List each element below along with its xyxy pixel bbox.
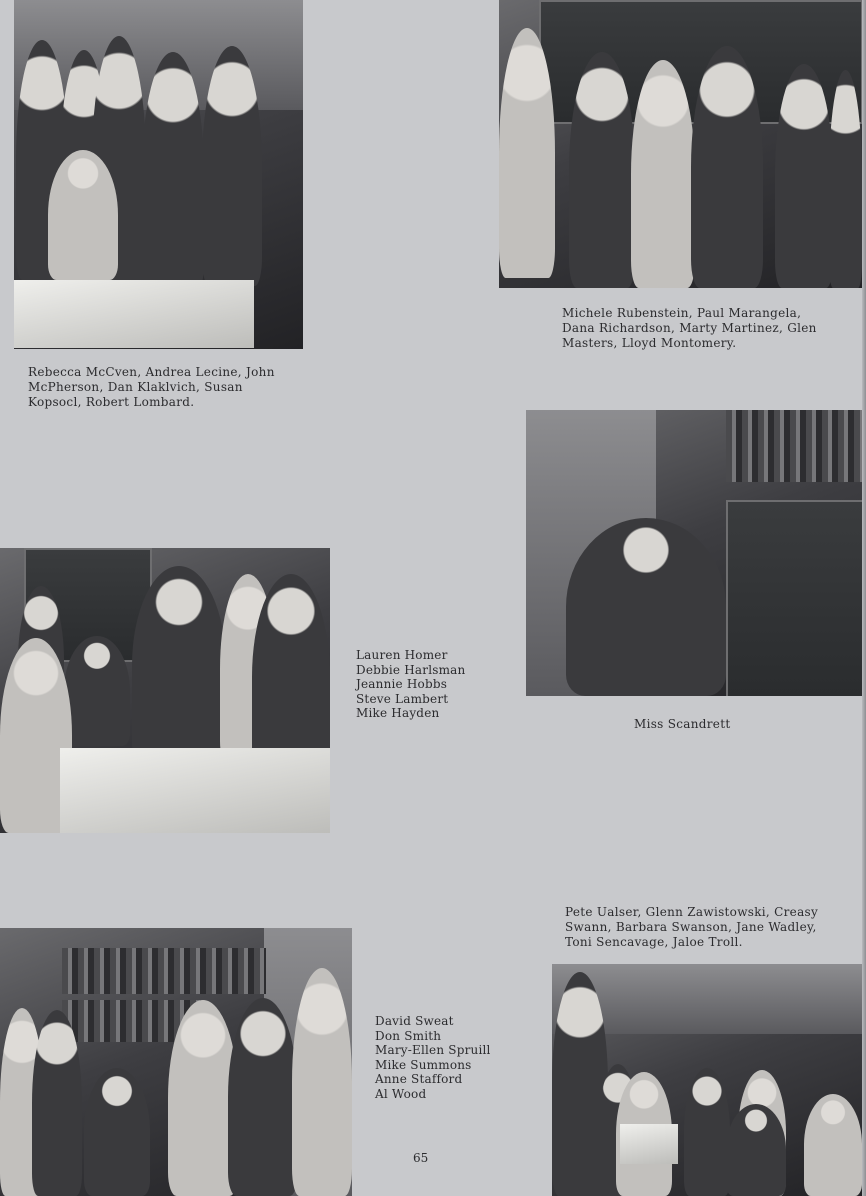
photo-book	[620, 1124, 678, 1164]
caption-teacher: Miss Scandrett	[634, 717, 731, 731]
photo-bookshelf	[62, 948, 266, 994]
photo-group-top-left	[14, 0, 303, 349]
list-item: Lauren Homer	[356, 648, 448, 662]
photo-person	[32, 1010, 82, 1196]
photo-person	[142, 52, 204, 292]
photo-person	[684, 1068, 730, 1196]
photo-group-bottom-right	[552, 964, 862, 1196]
photo-person	[726, 1104, 786, 1196]
photo-papers	[14, 280, 254, 348]
photo-person	[228, 998, 298, 1196]
photo-person	[775, 64, 833, 288]
photo-person	[829, 70, 862, 288]
list-item: Don Smith	[375, 1028, 442, 1043]
name-list-middle	[356, 648, 465, 721]
photo-papers	[60, 748, 330, 833]
list-item: Steve Lambert	[356, 691, 449, 706]
photo-person	[566, 518, 726, 696]
photo-person	[631, 60, 695, 288]
photo-person	[691, 46, 763, 288]
page-edge	[862, 0, 866, 1196]
caption-top-right: Michele Rubenstein, Paul Marangela, Dana Richardson, Marty Martinez, Glen Masters, Lloyd Montomery.	[562, 306, 817, 350]
photo-person	[48, 150, 118, 280]
photo-person	[499, 28, 555, 278]
list-item: Anne Stafford	[375, 1072, 463, 1086]
page-number: 65	[413, 1151, 429, 1165]
photo-window-blinds	[726, 410, 862, 482]
list-item: Al Wood	[375, 1086, 427, 1101]
photo-person	[84, 1068, 150, 1196]
list-item: Jeannie Hobbs	[356, 677, 448, 691]
photo-group-top-right	[499, 0, 862, 288]
list-item: Mary-Ellen Spruill	[375, 1043, 491, 1057]
photo-person	[132, 566, 226, 766]
photo-group-bottom-left	[0, 928, 352, 1196]
photo-person	[569, 52, 635, 288]
photo-person	[64, 636, 130, 746]
photo-person	[292, 968, 352, 1196]
photo-person	[804, 1094, 862, 1196]
caption-bottom-right: Pete Ualser, Glenn Zawistowski, Creasy Swann, Barbara Swanson, Jane Wadley, Toni Sencavage, Jaloe Troll.	[565, 905, 819, 949]
list-item: Debbie Harlsman	[356, 662, 466, 677]
photo-person	[202, 46, 262, 286]
name-list-bottom	[375, 1014, 491, 1101]
list-item: Mike Hayden	[356, 706, 440, 720]
photo-teacher	[526, 410, 862, 696]
list-item: David Sweat	[375, 1014, 454, 1028]
list-item: Mike Summons	[375, 1057, 472, 1072]
caption-top-left: Rebecca McCven, Andrea Lecine, John McPherson, Dan Klaklvich, Susan Kopsocl, Robert Lombard.	[28, 365, 275, 409]
photo-group-middle	[0, 548, 330, 833]
photo-chalkboard	[726, 500, 862, 696]
